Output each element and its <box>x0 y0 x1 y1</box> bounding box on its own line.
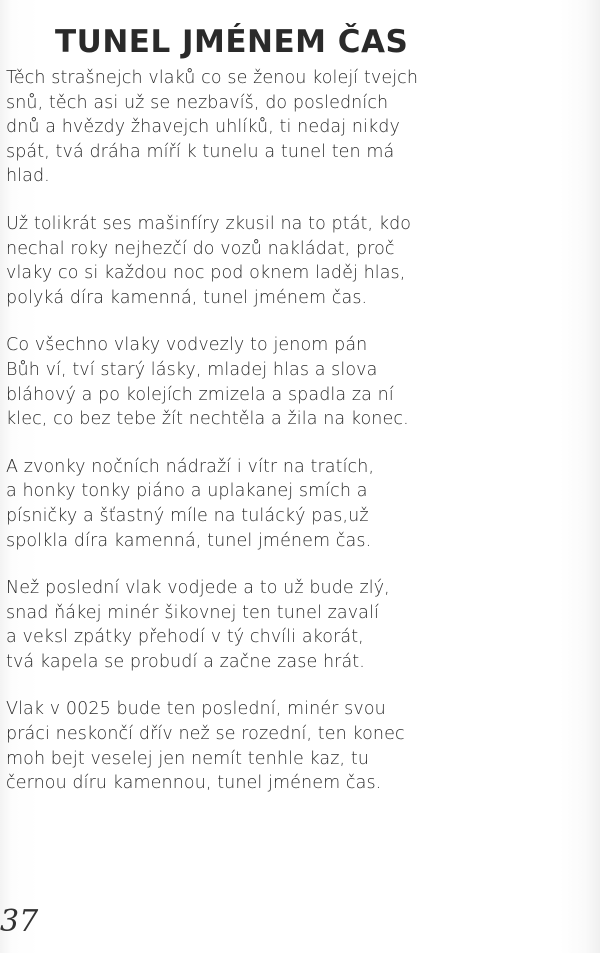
lyric-line: Už tolikrát ses mašinfíry zkusil na to ptát, kdo <box>6 213 412 234</box>
stanza-5 <box>6 576 546 674</box>
lyric-line: vlaky co si každou noc pod oknem laděj hlas, <box>6 263 406 284</box>
lyric-line: Než poslední vlak vodjede a to už bude zlý, <box>6 578 390 599</box>
lyric-line: klec, co bez tebe žít nechtěla a žila na konec. <box>6 409 409 430</box>
stanza-6 <box>6 697 546 795</box>
lyric-line: dnů a hvězdy žhavejch uhlíků, ti nedaj nikdy <box>6 117 400 138</box>
lyric-line: a honky tonky piáno a uplakanej smích a <box>6 481 368 502</box>
lyric-line: snad ňákej minér šikovnej ten tunel zavalí <box>6 602 379 623</box>
lyric-line: A zvonky nočních nádraží i vítr na tratích, <box>6 456 375 477</box>
lyric-line: nechal roky nejhezčí do vozů nakládat, proč <box>6 238 395 259</box>
lyric-line: a veksl zpátky přehodí v tý chvíli akorát, <box>6 627 364 648</box>
song-title: TUNEL JMÉNEM ČAS <box>55 24 409 60</box>
lyric-line: hlad. <box>6 166 50 187</box>
lyric-line: černou díru kamennou, tunel jménem čas. <box>6 773 382 794</box>
lyric-line: spát, tvá dráha míří k tunelu a tunel ten má <box>6 141 395 162</box>
lyrics <box>6 66 546 819</box>
stanza-4 <box>6 455 546 553</box>
lyric-line: tvá kapela se probudí a začne zase hrát. <box>6 651 365 672</box>
stanza-2 <box>6 212 546 310</box>
lyric-line: Co všechno vlaky vodvezly to jenom pán <box>6 335 368 356</box>
stanza-3 <box>6 333 546 431</box>
lyric-line: Bůh ví, tví starý lásky, mladej hlas a slova <box>6 359 378 380</box>
lyric-line: polyká díra kamenná, tunel jménem čas. <box>6 287 368 308</box>
lyric-line: Vlak v 0025 bude ten poslední, minér svou <box>6 699 386 720</box>
lyric-line: snů, těch asi už se nezbavíš, do posledních <box>6 92 389 113</box>
stanza-1 <box>6 66 546 189</box>
lyric-line: bláhový a po kolejích zmizela a spadla za ní <box>6 384 394 405</box>
page-number: 37 <box>0 904 39 939</box>
lyric-line: moh bejt veselej jen nemít tenhle kaz, tu <box>6 748 370 769</box>
lyric-line: Těch strašnejch vlaků co se ženou kolejí tvejch <box>6 68 419 88</box>
lyric-line: spolkla díra kamenná, tunel jménem čas. <box>6 530 372 551</box>
lyric-line: práci neskončí dřív než se rozední, ten konec <box>6 724 405 745</box>
lyric-line: písničky a šťastný míle na tulácký pas,už <box>6 505 369 526</box>
